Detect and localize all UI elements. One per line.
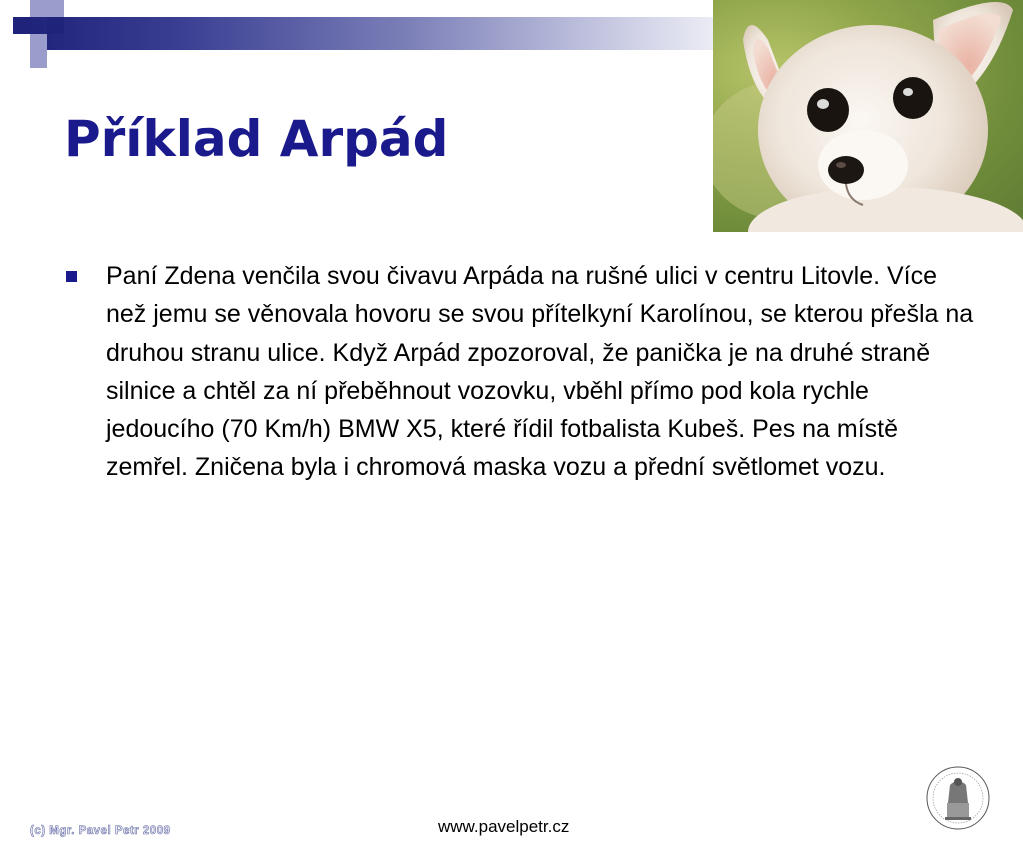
chihuahua-illustration (713, 0, 1023, 232)
decor-square (13, 17, 30, 34)
decor-square (47, 0, 64, 17)
header-gradient-bar (30, 17, 720, 50)
decor-square (30, 51, 47, 68)
website-url: www.pavelpetr.cz (438, 817, 570, 836)
decor-square (47, 17, 64, 34)
decor-square (30, 34, 47, 51)
university-seal-icon (923, 763, 993, 833)
decor-square (13, 34, 30, 51)
slide-title: Příklad Arpád (64, 110, 449, 168)
decor-square (30, 0, 47, 17)
chihuahua-photo (713, 0, 1023, 232)
slide-body-text: Paní Zdena venčila svou čivavu Arpáda na rušné ulici v centru Litovle. Více než jemu se věnovala hovoru se svou přítelkyní Karolínou, se kterou přešla na druhou stranu ulice. Když Arpád zpozoroval, že panička je na druhé straně silnice a chtěl za ní přeběhnout vozovku, vběhl přímo pod kola rychle jedoucího (70 Km/h) BMW X5, které řídil fotbalista Kubeš. Pes na místě zemřel. Zničena byla i chromová maska vozu a přední světlomet vozu. (106, 262, 974, 482)
square-bullet-icon (66, 271, 77, 282)
copyright-notice: (c) Mgr. Pavel Petr 2009 (30, 825, 171, 837)
decor-square (13, 0, 30, 17)
